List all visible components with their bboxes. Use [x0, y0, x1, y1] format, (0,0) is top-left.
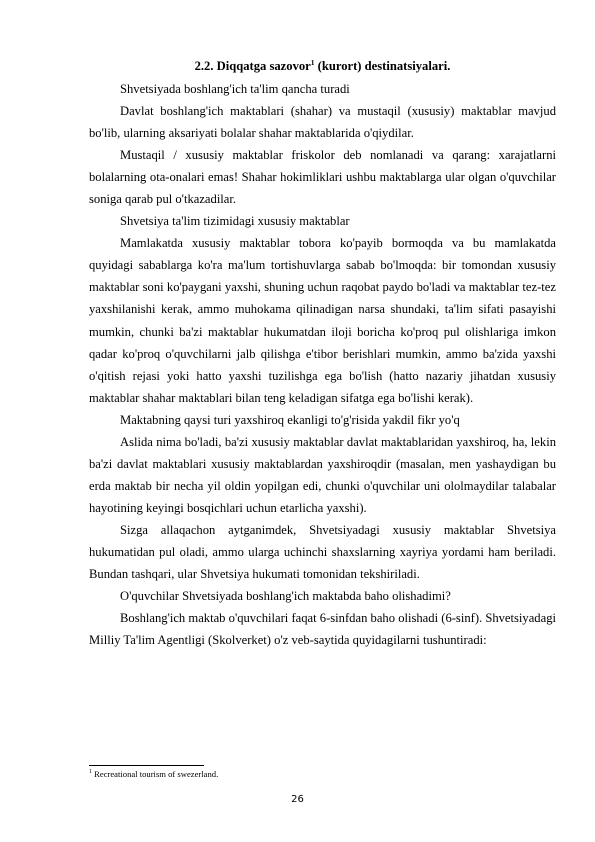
paragraph: Maktabning qaysi turi yaxshiroq ekanligi to'g'risida yakdil fikr yo'q	[120, 412, 460, 427]
paragraph: Mustaqil / xususiy maktablar friskolor deb nomlanadi va qarang: xarajatlarni bolalarning ota-onalari emas! Shahar hokimliklari ushbu maktablarga ular olgan o'quvchilar soniga qarab pul o'tkazadilar.	[89, 148, 556, 207]
paragraph: O'quvchilar Shvetsiyada boshlang'ich maktabda baho olishadimi?	[120, 589, 451, 604]
footnote-text: Recreational tourism of swezerland.	[92, 769, 219, 779]
footnote-reference[interactable]: 1	[310, 57, 315, 67]
footnote-area	[89, 765, 556, 780]
paragraph: Davlat boshlang'ich maktablari (shahar) va mustaqil (xususiy) maktablar mavjud bo'lib, ularning aksariyati bolalar shahar maktablarida o'qiydilar.	[89, 104, 556, 141]
paragraph: Aslida nima bo'ladi, ba'zi xususiy maktablar davlat maktablaridan yaxshiroq, ha, lekin ba'zi davlat maktablari xususiy maktablardan yaxshiroqdir (masalan, men yashaydigan bu erda maktab bir necha yil oldin yopilgan edi, chunki o'quvchilar uni ololmaydilar talabalar hayotining keyingi bosqichlari uchun etarlicha yaxshi).	[89, 434, 556, 515]
page-number: 26	[291, 794, 304, 805]
paragraph: Sizga allaqachon aytganimdek, Shvetsiyadagi xususiy maktablar Shvetsiya hukumatidan pul oladi, ammo ularga uchinchi shaxslarning xayriya yordami ham beriladi. Bundan tashqari, ular Shvetsiya hukumati tomonidan tekshiriladi.	[89, 522, 556, 582]
paragraph: Shvetsiya ta'lim tizimidagi xususiy maktablar	[120, 214, 350, 229]
section-heading-text-continued: (kurort) destinatsiyalari.	[314, 59, 451, 73]
page-body	[89, 56, 556, 651]
footnote-marker: 1	[89, 769, 92, 776]
footnote	[89, 769, 556, 780]
paragraph: Mamlakatda xususiy maktablar tobora ko'payib bormoqda va bu mamlakatda quyidagi sabablarga ko'ra ma'lum tortishuvlarga sabab bo'lmoqda: bir tomondan xususiy maktablar soni ko'paygani yaxshi, shuning uchun raqobat paydo bo'ladi va maktablar tez-tez yaxshilanishi kerak, ammo muhokama qilinadigan narsa shundaki, ta'lim sifati pasayishi mumkin, chunki ba'zi maktablar hukumatdan iloji boricha ko'proq pul olishlariga imkon qadar ko'proq o'quvchilarni jalb qilishga e'tibor berishlari mumkin, ammo ba'zida yaxshi o'qitish rejasi yoki hatto yaxshi tuzilishga ega bo'lish (hatto nazariy jihatdan xususiy maktablar shahar maktablari bilan teng keladigan sifatga ega bo'lishi kerak).	[89, 236, 556, 405]
footnote-separator	[89, 765, 204, 766]
section-heading	[89, 56, 556, 76]
paragraph: Boshlang'ich maktab o'quvchilari faqat 6-sinfdan baho olishadi (6-sinf). Shvetsiyadagi Milliy Ta'lim Agentligi (Skolverket) o'z veb-saytida quyidagilarni tushuntiradi:	[89, 611, 556, 648]
paragraph: Shvetsiyada boshlang'ich ta'lim qancha turadi	[120, 82, 350, 96]
section-heading-text: 2.2. Diqqatga sazovor	[194, 59, 311, 73]
